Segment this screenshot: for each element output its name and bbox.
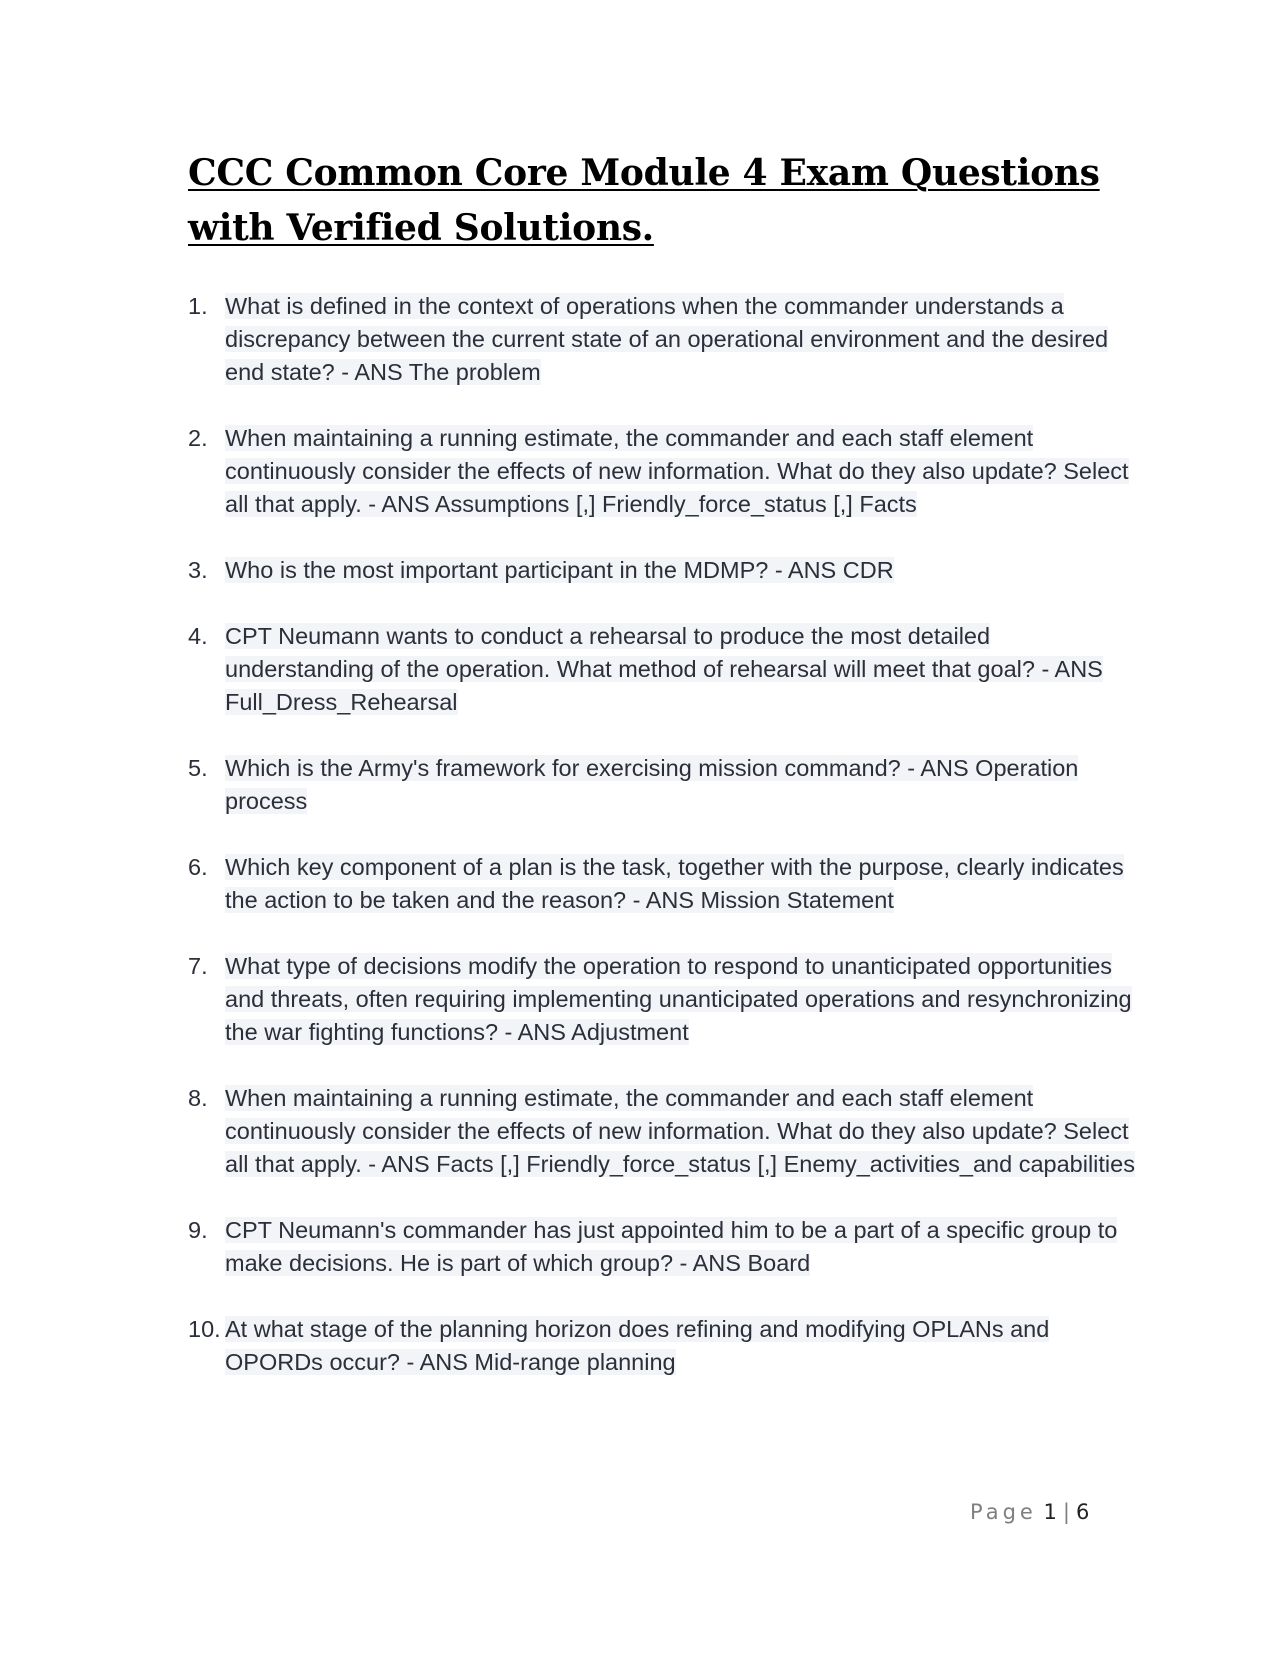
- document-title: CCC Common Core Module 4 Exam Questions with Verified Solutions.: [188, 152, 1100, 249]
- question-text: CPT Neumann's commander has just appointed him to be a part of a specific group to make decisions. He is part of which group? - ANS Board: [225, 1217, 1118, 1276]
- question-item-4: [188, 620, 1148, 719]
- page-separator: |: [1062, 1500, 1070, 1524]
- question-text: Which is the Army's framework for exercising mission command? - ANS Operation process: [225, 755, 1079, 814]
- current-page-number: 1: [1043, 1500, 1057, 1524]
- question-text: When maintaining a running estimate, the commander and each staff element continuously consider the effects of new information. What do they also update? Select all that apply. - ANS Assumptions [,] Friendly_force_status [,] Facts: [225, 425, 1129, 517]
- question-item-9: [188, 1214, 1148, 1280]
- question-text: Who is the most important participant in the MDMP? - ANS CDR: [225, 557, 894, 583]
- question-number: 3.: [188, 557, 208, 583]
- question-item-6: [188, 851, 1148, 917]
- question-text: When maintaining a running estimate, the commander and each staff element continuously consider the effects of new information. What do they also update? Select all that apply. - ANS Facts [,] Friendly_force_status [,] Enemy_activities_and capabilities: [225, 1085, 1135, 1177]
- question-number: 2.: [188, 425, 208, 451]
- question-number: 5.: [188, 755, 208, 781]
- question-number: 9.: [188, 1217, 208, 1243]
- question-number: 10.: [188, 1316, 221, 1342]
- question-list: [188, 290, 1148, 1412]
- question-item-5: [188, 752, 1148, 818]
- question-number: 4.: [188, 623, 208, 649]
- total-pages-number: 6: [1075, 1500, 1090, 1524]
- question-text: At what stage of the planning horizon does refining and modifying OPLANs and OPORDs occur? - ANS Mid-range planning: [225, 1316, 1050, 1375]
- question-number: 6.: [188, 854, 208, 880]
- question-text: What type of decisions modify the operation to respond to unanticipated opportunities and threats, often requiring implementing unanticipated operations and resynchronizing the war fighting functions? - ANS Adjustment: [225, 953, 1132, 1045]
- question-text: What is defined in the context of operations when the commander understands a discrepancy between the current state of an operational environment and the desired end state? - ANS The problem: [225, 293, 1109, 385]
- question-item-7: [188, 950, 1148, 1049]
- question-text: Which key component of a plan is the task, together with the purpose, clearly indicates the action to be taken and the reason? - ANS Mission Statement: [225, 854, 1124, 913]
- page-label: Page: [970, 1500, 1037, 1524]
- question-number: 7.: [188, 953, 208, 979]
- question-item-8: [188, 1082, 1148, 1181]
- question-item-10: [188, 1313, 1148, 1379]
- question-item-3: [188, 554, 1148, 587]
- question-item-2: [188, 422, 1148, 521]
- question-text: CPT Neumann wants to conduct a rehearsal to produce the most detailed understanding of the operation. What method of rehearsal will meet that goal? - ANS Full_Dress_Rehearsal: [225, 623, 1103, 715]
- question-number: 1.: [188, 293, 208, 319]
- question-number: 8.: [188, 1085, 208, 1111]
- page-number-footer: [970, 1500, 1089, 1524]
- question-item-1: [188, 290, 1148, 389]
